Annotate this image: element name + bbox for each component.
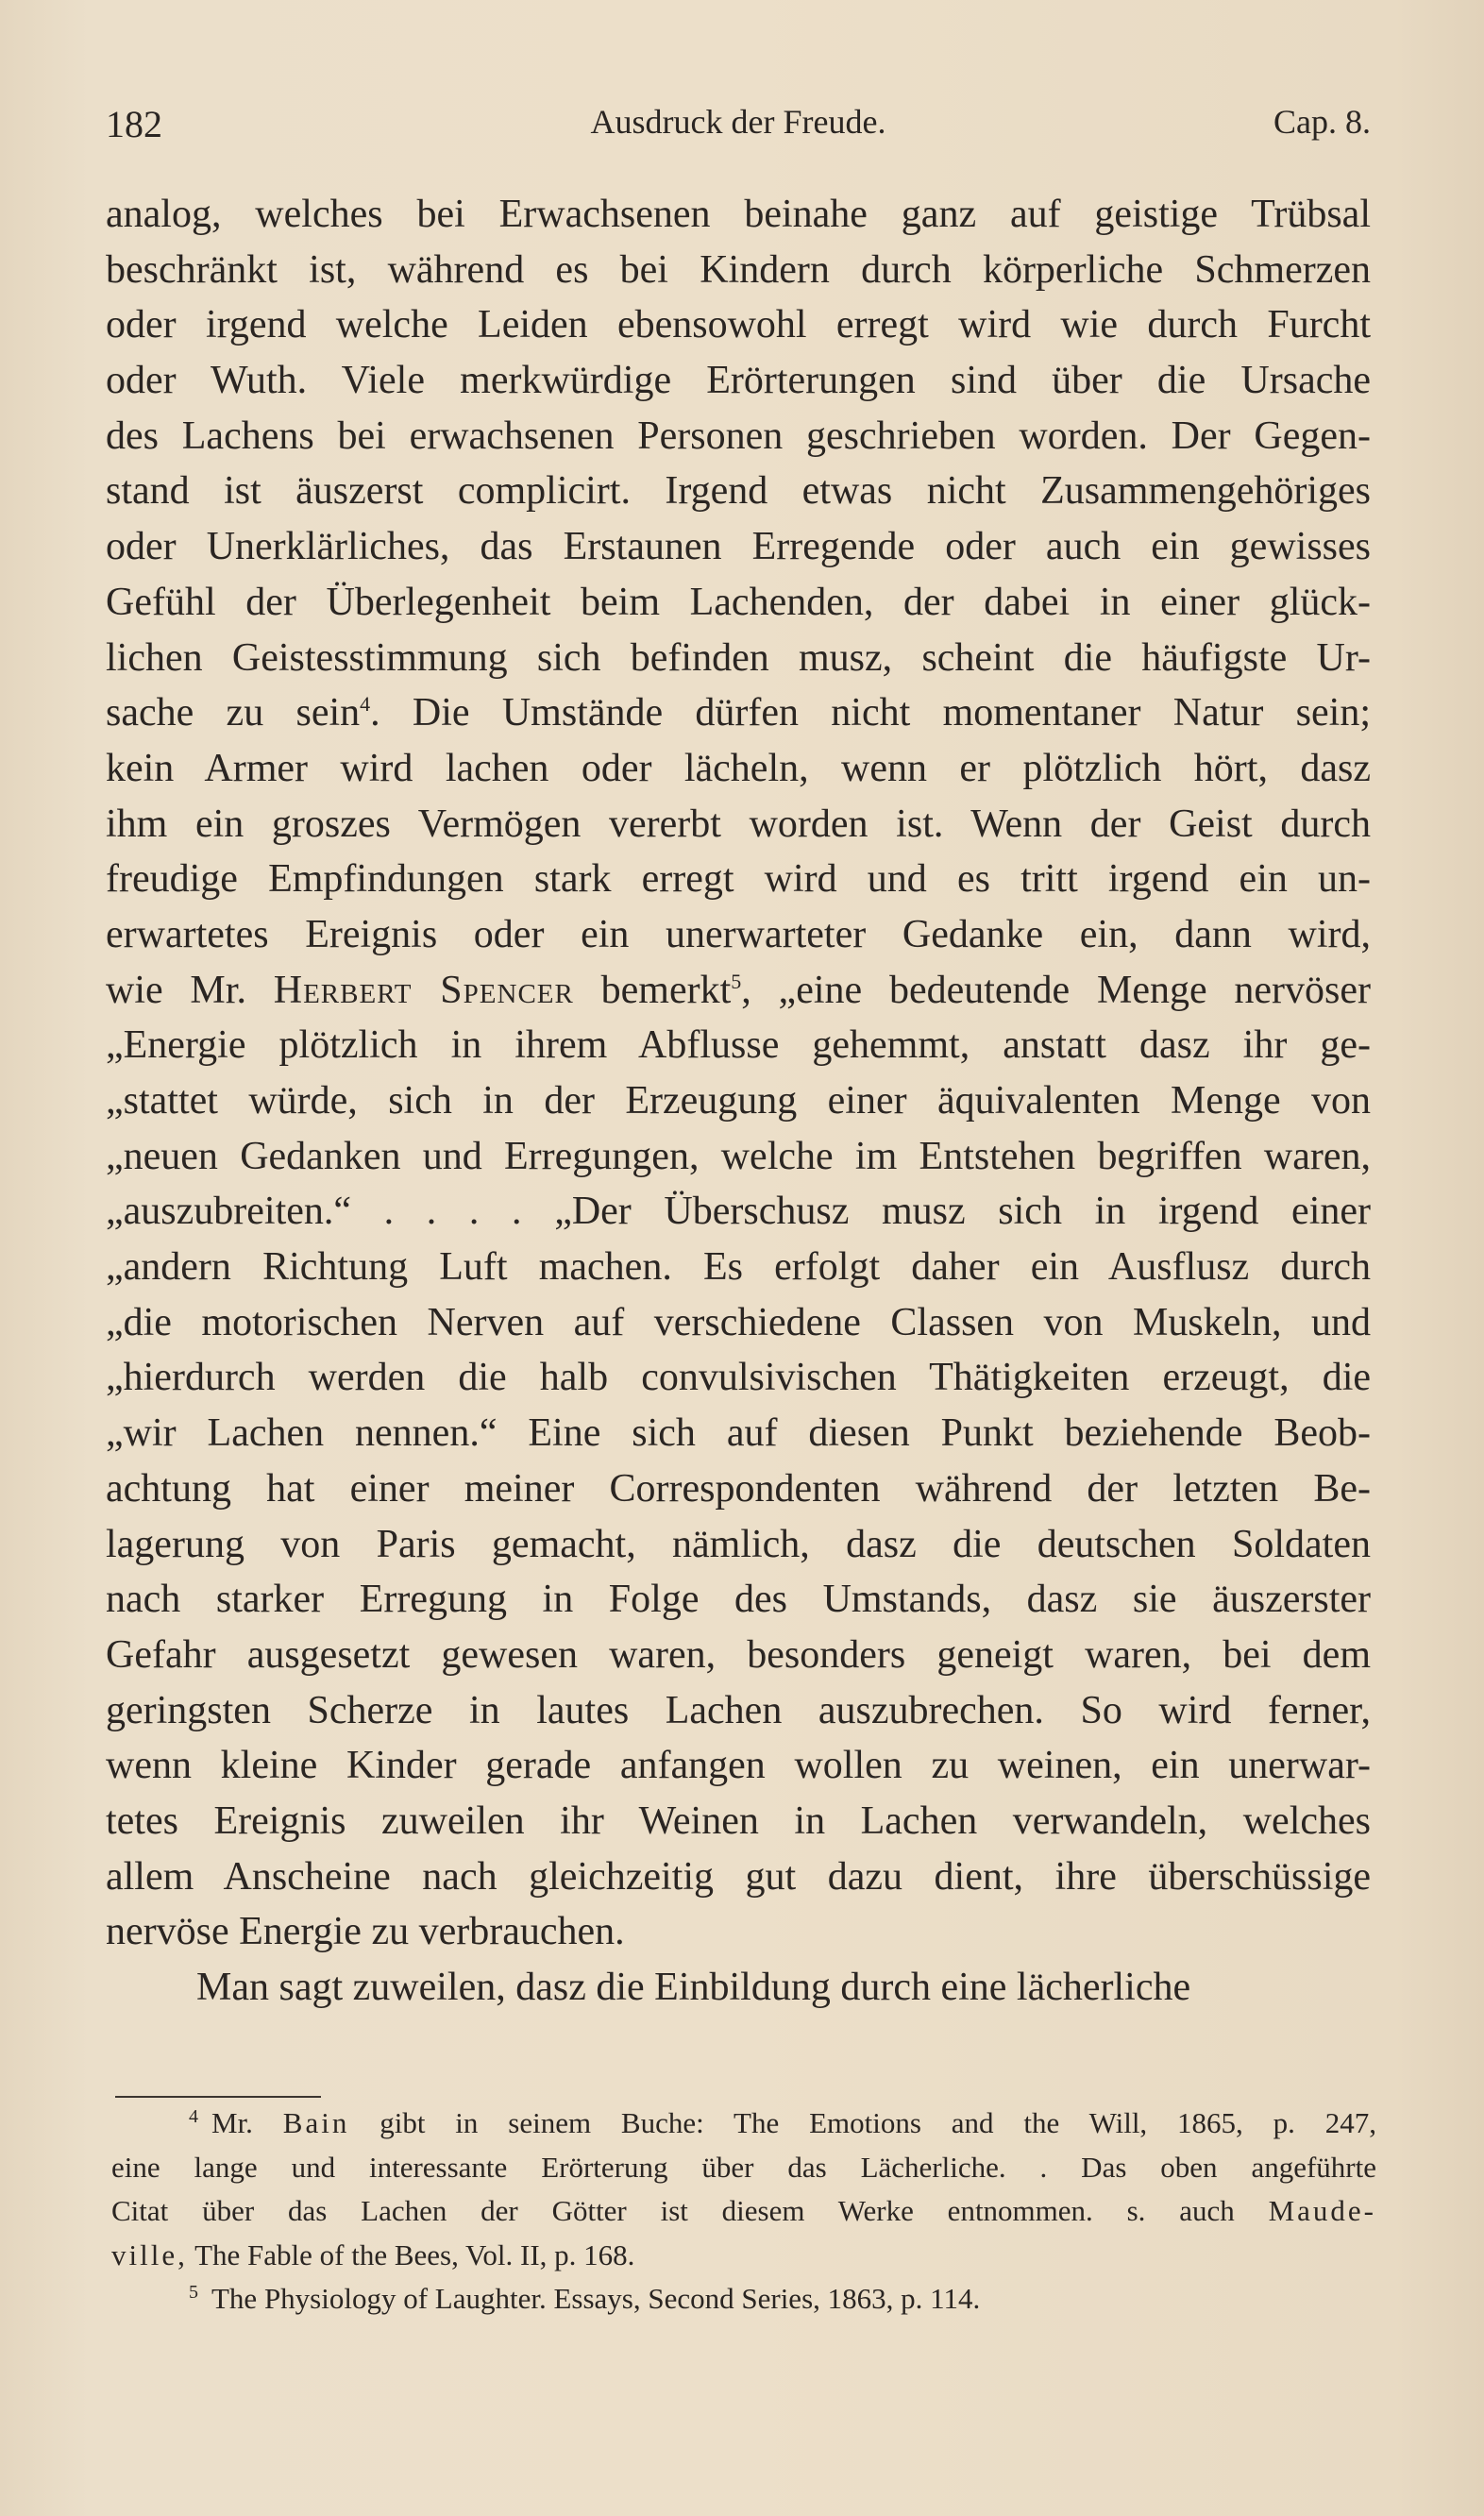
text-line: beschränkt ist, während es bei Kindern durch körperliche Schmerzen — [106, 247, 1371, 292]
footnote-ref-5[interactable]: 5 — [731, 969, 742, 993]
text-line: geringsten Scherze in lautes Lachen auszubrechen. So wird ferner, — [106, 1688, 1371, 1732]
text-line: oder Unerklärliches, das Erstaunen Erregende oder auch ein gewisses — [106, 525, 1371, 569]
text-line: allem Anscheine nach gleichzeitig gut dazu dient, ihre überschüssige — [106, 1854, 1371, 1899]
author-name: Bain — [282, 2106, 350, 2139]
text-segment: The Physiology of Laughter. Essays, Second Series, 1863, p. 114. — [211, 2282, 981, 2315]
text-segment: Mr. — [211, 2106, 253, 2139]
text-line: nach starker Erregung in Folge des Umstands, dasz sie äuszerster — [106, 1578, 1371, 1622]
footnotes — [111, 2083, 1376, 2322]
text-segment: Citat über das Lachen der Götter ist diesem Werke entnommen. s. auch — [111, 2194, 1235, 2227]
text-line: nervöse Energie zu verbrauchen. — [106, 1910, 625, 1954]
text-line: freudige Empfindungen stark erregt wird und es tritt irgend ein un- — [106, 857, 1371, 902]
footnote-line: eine lange und interessante Erörterung über das Lächerliche. . Das oben angeführte — [111, 2150, 1376, 2184]
page-number: 182 — [106, 103, 162, 145]
footnote-line — [111, 2234, 1376, 2278]
text-line: lichen Geistesstimmung sich befinden musz, scheint die häufigste Ur- — [106, 635, 1371, 680]
text-line: „Energie plötzlich in ihrem Abflusse gehemmt, anstatt dasz ihr ge- — [106, 1023, 1371, 1068]
text-line: „die motorischen Nerven auf verschiedene Classen von Muskeln, und — [106, 1300, 1371, 1344]
footnote-mark: 5 — [189, 2281, 198, 2303]
text-segment: . Die Umstände dürfen nicht momentaner Natur sein; — [370, 691, 1371, 735]
chapter-label: Cap. 8. — [1273, 103, 1371, 141]
running-title: Ausdruck der Freude. — [590, 103, 886, 141]
text-line: kein Armer wird lachen oder lächeln, wenn er plötzlich hört, dasz — [106, 746, 1371, 790]
text-line: „neuen Gedanken und Erregungen, welche im Entstehen begriffen waren, — [106, 1134, 1371, 1178]
footnote-4 — [111, 2102, 1376, 2146]
text-line: achtung hat einer meiner Correspondenten während der letzten Be- — [106, 1466, 1371, 1511]
text-line: Man sagt zuweilen, dasz die Einbildung durch eine lächerliche — [196, 1966, 1191, 2009]
footnote-mark: 4 — [189, 2105, 198, 2127]
text-line: analog, welches bei Erwachsenen beinahe ganz auf geistige Trübsal — [106, 193, 1371, 236]
text-line: „andern Richtung Luft machen. Es erfolgt daher ein Ausflusz durch — [106, 1245, 1371, 1290]
text-line: „wir Lachen nennen.“ Eine sich auf diesen Punkt beziehende Beob- — [106, 1411, 1371, 1456]
author-name: ville, — [111, 2237, 188, 2271]
text-line: lagerung von Paris gemacht, nämlich, dasz die deutschen Soldaten — [106, 1522, 1371, 1566]
text-line: oder Wuth. Viele merkwürdige Erörterungen sind über die Ursache — [106, 359, 1371, 403]
footnote-ref-4[interactable]: 4 — [360, 692, 371, 717]
text-line: stand ist äuszerst complicirt. Irgend etwas nicht Zusammengehöriges — [106, 469, 1371, 514]
text-line: „auszubreiten.“ . . . . „Der Überschusz musz sich in irgend einer — [106, 1190, 1371, 1234]
text-segment: bemerkt — [600, 968, 732, 1012]
text-line — [106, 685, 1371, 741]
author-name: Maude- — [1268, 2194, 1376, 2227]
text-segment: sache zu sein — [106, 691, 361, 735]
text-line: Gefahr ausgesetzt gewesen waren, besonders geneigt waren, bei dem — [106, 1632, 1371, 1677]
running-header — [106, 102, 1371, 155]
text-segment: wie Mr. — [106, 968, 246, 1012]
main-text — [106, 187, 1371, 2016]
text-line: wenn kleine Kinder gerade anfangen wollen zu weinen, ein unerwar- — [106, 1744, 1371, 1788]
footnote-5 — [111, 2277, 1376, 2322]
text-line: „stattet würde, sich in der Erzeugung einer äquivalenten Menge von — [106, 1079, 1371, 1123]
text-line — [106, 963, 1371, 1019]
footnote-line — [111, 2189, 1376, 2234]
author-name: Herbert Spencer — [273, 968, 574, 1012]
text-line: tetes Ereignis zuweilen ihr Weinen in Lachen verwandeln, welches — [106, 1798, 1371, 1843]
text-segment: , „eine bedeutende Menge nervöser — [741, 968, 1371, 1012]
text-line: des Lachens bei erwachsenen Personen geschrieben worden. Der Gegen- — [106, 414, 1371, 458]
text-segment: gibt in seinem Buche: The Emotions and the Will, 1865, p. 247, — [379, 2106, 1376, 2139]
text-line: ihm ein groszes Vermögen vererbt worden ist. Wenn der Geist durch — [106, 802, 1371, 846]
text-line: oder irgend welche Leiden ebensowohl erregt wird wie durch Furcht — [106, 303, 1371, 347]
text-segment: The Fable of the Bees, Vol. II, p. 168. — [194, 2237, 635, 2271]
text-line: erwartetes Ereignis oder ein unerwarteter Gedanke ein, dann wird, — [106, 912, 1371, 956]
text-line: „hierdurch werden die halb convulsivischen Thätigkeiten erzeugt, die — [106, 1356, 1371, 1400]
text-line: Gefühl der Überlegenheit beim Lachenden, der dabei in einer glück- — [106, 580, 1371, 624]
